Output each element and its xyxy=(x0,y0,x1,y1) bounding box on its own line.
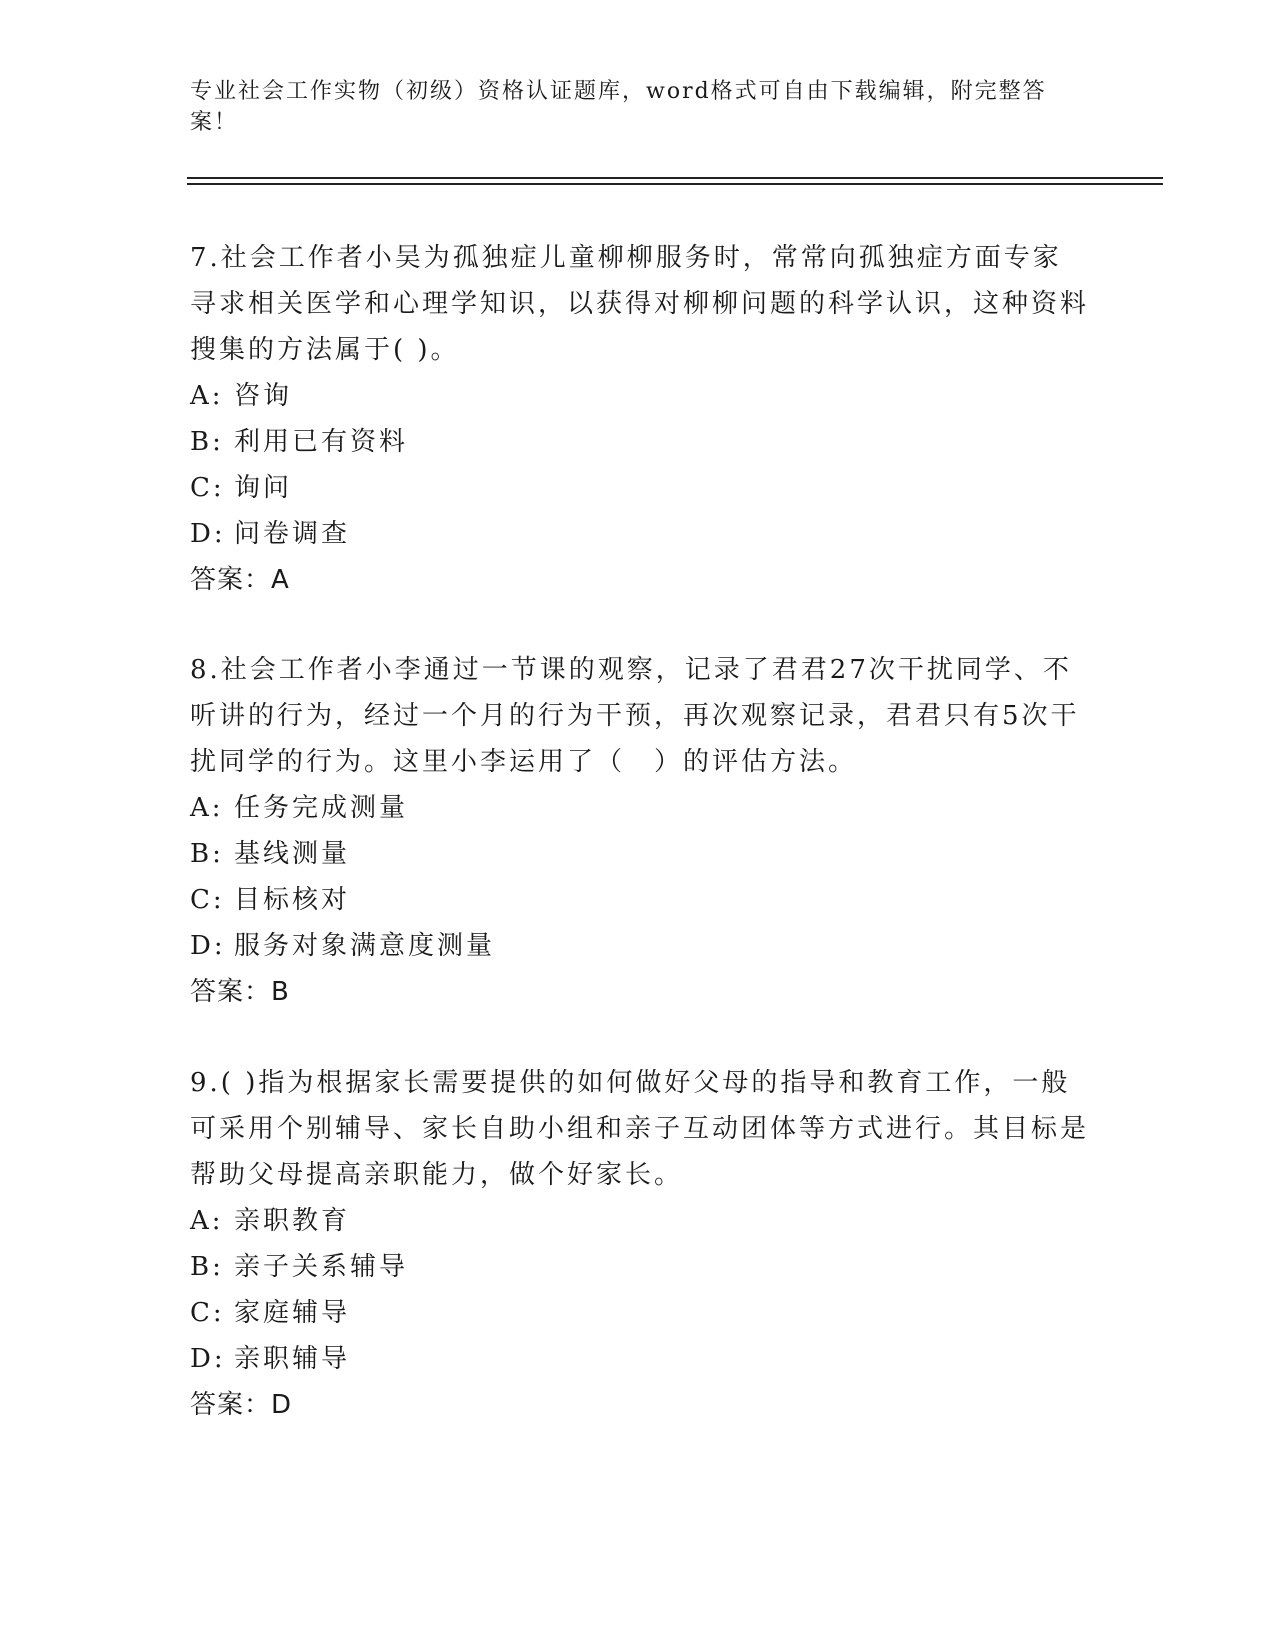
option-letter: B: xyxy=(190,839,224,869)
option-text: 询问 xyxy=(234,473,293,503)
option-letter: D: xyxy=(190,1344,226,1374)
document-header: 专业社会工作实物（初级）资格认证题库，word格式可自由下载编辑，附完整答案！ xyxy=(190,79,1047,135)
answer-line: 答案：B xyxy=(190,977,290,1007)
option-text: 利用已有资料 xyxy=(234,427,409,457)
answer-line: 答案：A xyxy=(190,565,290,595)
option-c xyxy=(190,465,1090,511)
option-letter: C: xyxy=(190,473,225,503)
option-text: 问卷调查 xyxy=(234,519,351,549)
option-text: 亲职教育 xyxy=(234,1206,351,1236)
option-text: 基线测量 xyxy=(234,839,351,869)
option-d xyxy=(190,1336,1090,1382)
header-divider-bottom xyxy=(187,183,1163,185)
question-8 xyxy=(190,647,1090,1015)
option-text: 家庭辅导 xyxy=(234,1298,351,1328)
option-a xyxy=(190,1198,1090,1244)
option-c xyxy=(190,877,1090,923)
option-letter: C: xyxy=(190,1298,225,1328)
option-letter: B: xyxy=(190,427,224,457)
option-text: 亲职辅导 xyxy=(234,1344,351,1374)
header-divider-top xyxy=(187,177,1163,179)
option-list xyxy=(190,785,1090,969)
option-letter: A: xyxy=(190,793,224,823)
question-stem: 9.( )指为根据家长需要提供的如何做好父母的指导和教育工作，一般可采用个别辅导、家长自助小组和亲子互动团体等方式进行。其目标是帮助父母提高亲职能力，做个好家长。 xyxy=(190,1068,1090,1190)
option-b xyxy=(190,1244,1090,1290)
answer-line: 答案：D xyxy=(190,1390,293,1420)
option-text: 咨询 xyxy=(234,381,293,411)
option-letter: A: xyxy=(190,1206,224,1236)
option-d xyxy=(190,511,1090,557)
option-letter: B: xyxy=(190,1252,224,1282)
option-letter: A: xyxy=(190,381,224,411)
option-a xyxy=(190,785,1090,831)
option-text: 目标核对 xyxy=(234,885,351,915)
option-text: 亲子关系辅导 xyxy=(234,1252,409,1282)
question-stem: 7.社会工作者小吴为孤独症儿童柳柳服务时，常常向孤独症方面专家寻求相关医学和心理学知识，以获得对柳柳问题的科学认识，这种资料搜集的方法属于( )。 xyxy=(190,243,1090,365)
option-b xyxy=(190,831,1090,877)
option-letter: D: xyxy=(190,519,226,549)
question-9 xyxy=(190,1060,1090,1428)
question-stem: 8.社会工作者小李通过一节课的观察，记录了君君27次干扰同学、不听讲的行为，经过一个月的行为干预，再次观察记录，君君只有5次干扰同学的行为。这里小李运用了（ ）的评估方法。 xyxy=(190,655,1080,777)
option-list xyxy=(190,373,1090,557)
option-letter: D: xyxy=(190,931,226,961)
option-letter: C: xyxy=(190,885,225,915)
option-text: 服务对象满意度测量 xyxy=(234,931,496,961)
option-b xyxy=(190,419,1090,465)
option-list xyxy=(190,1198,1090,1382)
option-d xyxy=(190,923,1090,969)
option-text: 任务完成测量 xyxy=(234,793,409,823)
option-a xyxy=(190,373,1090,419)
question-7 xyxy=(190,235,1090,603)
option-c xyxy=(190,1290,1090,1336)
